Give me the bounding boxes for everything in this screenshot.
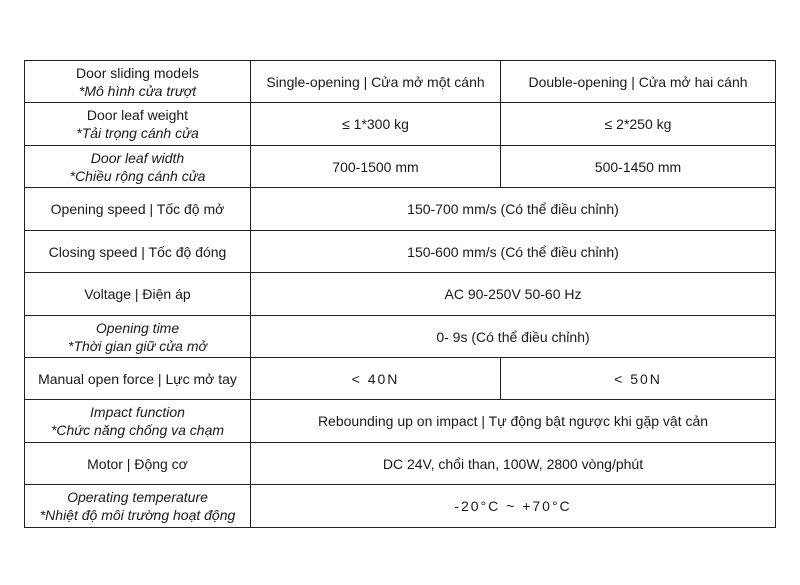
table-row <box>25 146 776 188</box>
row-label <box>25 273 251 316</box>
spec-value: 150-600 mm/s (Có thể điều chỉnh) <box>251 231 776 273</box>
row-label <box>25 485 251 528</box>
specification-table <box>24 60 776 528</box>
label-english: Door sliding models <box>76 64 199 81</box>
spec-value: DC 24V, chổi than, 100W, 2800 vòng/phút <box>251 443 776 485</box>
label-vietnamese: *Nhiệt độ môi trường hoạt động <box>39 507 236 523</box>
table-row <box>25 400 776 443</box>
row-label <box>25 146 251 188</box>
label-english: Door leaf width <box>90 149 185 166</box>
label-english: Opening speed | Tốc độ mở <box>50 201 225 217</box>
double-opening-value: < 50N <box>501 358 776 400</box>
double-opening-value: 500-1450 mm <box>501 146 776 188</box>
spec-value: Rebounding up on impact | Tự động bật ngược khi gặp vật cản <box>251 400 776 443</box>
row-label <box>25 358 251 400</box>
table-row <box>25 485 776 528</box>
table-row <box>25 443 776 485</box>
row-label <box>25 400 251 443</box>
single-opening-value: ≤ 1*300 kg <box>251 103 501 146</box>
label-english: Opening time <box>95 319 180 336</box>
label-english: Door leaf weight <box>86 107 189 123</box>
table-row <box>25 273 776 316</box>
label-vietnamese: *Chiều rộng cánh cửa <box>69 167 206 184</box>
table-row <box>25 188 776 231</box>
label-english: Manual open force | Lực mở tay <box>38 370 237 387</box>
table-row <box>25 103 776 146</box>
spec-value: AC 90-250V 50-60 Hz <box>251 273 776 316</box>
row-label <box>25 61 251 103</box>
row-label <box>25 188 251 231</box>
label-english: Closing speed | Tốc độ đóng <box>48 243 227 260</box>
label-english: Voltage | Điện áp <box>84 286 191 302</box>
label-english: Motor | Động cơ <box>87 455 188 472</box>
table-row <box>25 61 776 103</box>
spec-value: -20°C ~ +70°C <box>251 485 776 528</box>
label-vietnamese: *Mô hình cửa trượt <box>78 82 197 99</box>
row-label <box>25 231 251 273</box>
row-label <box>25 443 251 485</box>
label-vietnamese: *Thời gian giữ cửa mở <box>68 337 207 354</box>
label-vietnamese: *Tải trọng cánh cửa <box>76 125 199 141</box>
label-vietnamese: *Chức năng chống va chạm <box>50 422 225 438</box>
table-row <box>25 358 776 400</box>
single-opening-value: Single-opening | Cửa mở một cánh <box>251 61 501 103</box>
table-row <box>25 231 776 273</box>
label-english: Operating temperature <box>67 489 208 505</box>
spec-value: 150-700 mm/s (Có thể điều chỉnh) <box>251 188 776 231</box>
double-opening-value: Double-opening | Cửa mở hai cánh <box>501 61 776 103</box>
row-label <box>25 103 251 146</box>
table-row <box>25 316 776 358</box>
single-opening-value: 700-1500 mm <box>251 146 501 188</box>
double-opening-value: ≤ 2*250 kg <box>501 103 776 146</box>
single-opening-value: < 40N <box>251 358 501 400</box>
row-label <box>25 316 251 358</box>
spec-value: 0- 9s (Có thể điều chỉnh) <box>251 316 776 358</box>
label-english: Impact function <box>90 404 185 420</box>
